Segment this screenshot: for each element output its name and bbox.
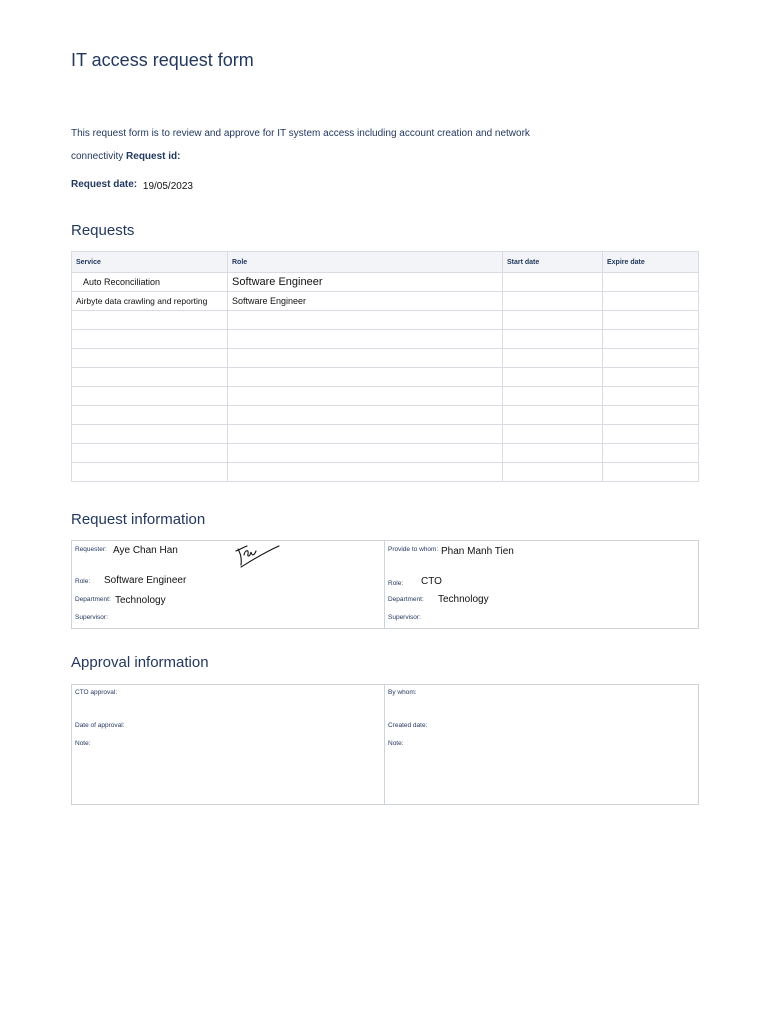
cto-approval-label: CTO approval: (75, 689, 118, 696)
by-whom-label: By whom: (388, 689, 417, 696)
right-note-label: Note: (388, 740, 404, 747)
requests-table (71, 251, 699, 482)
header-role: Role (228, 252, 503, 273)
cell-role[interactable] (228, 444, 503, 463)
cell-role[interactable] (228, 463, 503, 482)
cell-role[interactable] (228, 368, 503, 387)
cell-role[interactable] (228, 406, 503, 425)
right-department-value[interactable]: Technology (438, 594, 489, 605)
requester-label: Requester: (75, 546, 107, 553)
cell-expire-date[interactable] (603, 368, 699, 387)
table-row (72, 444, 699, 463)
request-id-label: Request id: (126, 151, 181, 162)
header-expire-date: Expire date (603, 252, 699, 273)
cell-expire-date[interactable] (603, 330, 699, 349)
request-date-label: Request date: (71, 179, 138, 190)
cell-service[interactable] (72, 425, 228, 444)
header-service: Service (72, 252, 228, 273)
requests-section-title: Requests (71, 222, 135, 239)
cell-service[interactable] (72, 330, 228, 349)
table-row (72, 387, 699, 406)
table-row (72, 425, 699, 444)
header-start-date: Start date (503, 252, 603, 273)
request-information-box (71, 540, 699, 629)
cell-expire-date[interactable] (603, 425, 699, 444)
cell-start-date[interactable] (503, 425, 603, 444)
cell-start-date[interactable] (503, 349, 603, 368)
table-row (72, 368, 699, 387)
intro-line-2 (71, 151, 180, 162)
cell-service[interactable] (72, 311, 228, 330)
approval-information-section-title: Approval information (71, 654, 209, 671)
cell-start-date[interactable] (503, 406, 603, 425)
column-divider (384, 541, 385, 628)
cell-role[interactable] (228, 425, 503, 444)
cell-start-date[interactable] (503, 387, 603, 406)
cell-expire-date[interactable] (603, 311, 699, 330)
cell-service[interactable] (72, 387, 228, 406)
cell-service[interactable] (72, 444, 228, 463)
provide-to-whom-value[interactable]: Phan Manh Tien (441, 546, 514, 557)
cell-start-date[interactable] (503, 330, 603, 349)
table-row (72, 349, 699, 368)
cell-expire-date[interactable] (603, 292, 699, 311)
cell-start-date[interactable] (503, 273, 603, 292)
cell-start-date[interactable] (503, 368, 603, 387)
cell-role[interactable]: Software Engineer (228, 273, 503, 292)
date-of-approval-label: Date of approval: (75, 722, 125, 729)
cell-role[interactable] (228, 311, 503, 330)
cell-role[interactable] (228, 330, 503, 349)
cell-service[interactable] (72, 463, 228, 482)
table-row (72, 406, 699, 425)
cell-start-date[interactable] (503, 292, 603, 311)
department-value[interactable]: Technology (115, 595, 166, 606)
cell-expire-date[interactable] (603, 444, 699, 463)
cell-expire-date[interactable] (603, 273, 699, 292)
created-date-label: Created date: (388, 722, 428, 729)
intro-line-1: This request form is to review and approve for IT system access including account creation and network (71, 128, 530, 139)
table-row (72, 273, 699, 292)
right-role-label: Role: (388, 580, 404, 587)
cell-role[interactable] (228, 387, 503, 406)
right-supervisor-label: Supervisor: (388, 614, 421, 621)
department-label: Department: (75, 596, 111, 603)
table-row (72, 463, 699, 482)
cell-service[interactable]: Airbyte data crawling and reporting (72, 292, 228, 311)
cell-expire-date[interactable] (603, 463, 699, 482)
table-row (72, 311, 699, 330)
column-divider (384, 685, 385, 804)
cell-expire-date[interactable] (603, 387, 699, 406)
signature-icon (235, 543, 281, 569)
table-row (72, 292, 699, 311)
role-value[interactable]: Software Engineer (104, 575, 187, 586)
cell-role[interactable]: Software Engineer (228, 292, 503, 311)
approval-information-box (71, 684, 699, 805)
supervisor-label: Supervisor: (75, 614, 108, 621)
page-title: IT access request form (71, 50, 254, 70)
cell-expire-date[interactable] (603, 406, 699, 425)
cell-service[interactable] (72, 349, 228, 368)
provide-to-whom-label: Provide to whom: (388, 546, 439, 553)
cell-start-date[interactable] (503, 311, 603, 330)
request-information-section-title: Request information (71, 511, 206, 528)
requester-value[interactable]: Aye Chan Han (113, 545, 178, 556)
cell-role[interactable] (228, 349, 503, 368)
cell-service[interactable] (72, 368, 228, 387)
cell-expire-date[interactable] (603, 349, 699, 368)
request-date-row (71, 179, 193, 190)
cell-service[interactable] (72, 406, 228, 425)
role-label: Role: (75, 578, 91, 585)
cell-start-date[interactable] (503, 444, 603, 463)
approval-note-label: Note: (75, 740, 91, 747)
table-row (72, 330, 699, 349)
intro-line-2-text: connectivity (71, 151, 124, 162)
right-department-label: Department: (388, 596, 424, 603)
right-role-value[interactable]: CTO (421, 576, 442, 587)
cell-start-date[interactable] (503, 463, 603, 482)
request-date-value[interactable]: 19/05/2023 (142, 181, 193, 192)
cell-service[interactable]: Auto Reconciliation (72, 273, 228, 292)
requests-header-row (72, 252, 699, 273)
